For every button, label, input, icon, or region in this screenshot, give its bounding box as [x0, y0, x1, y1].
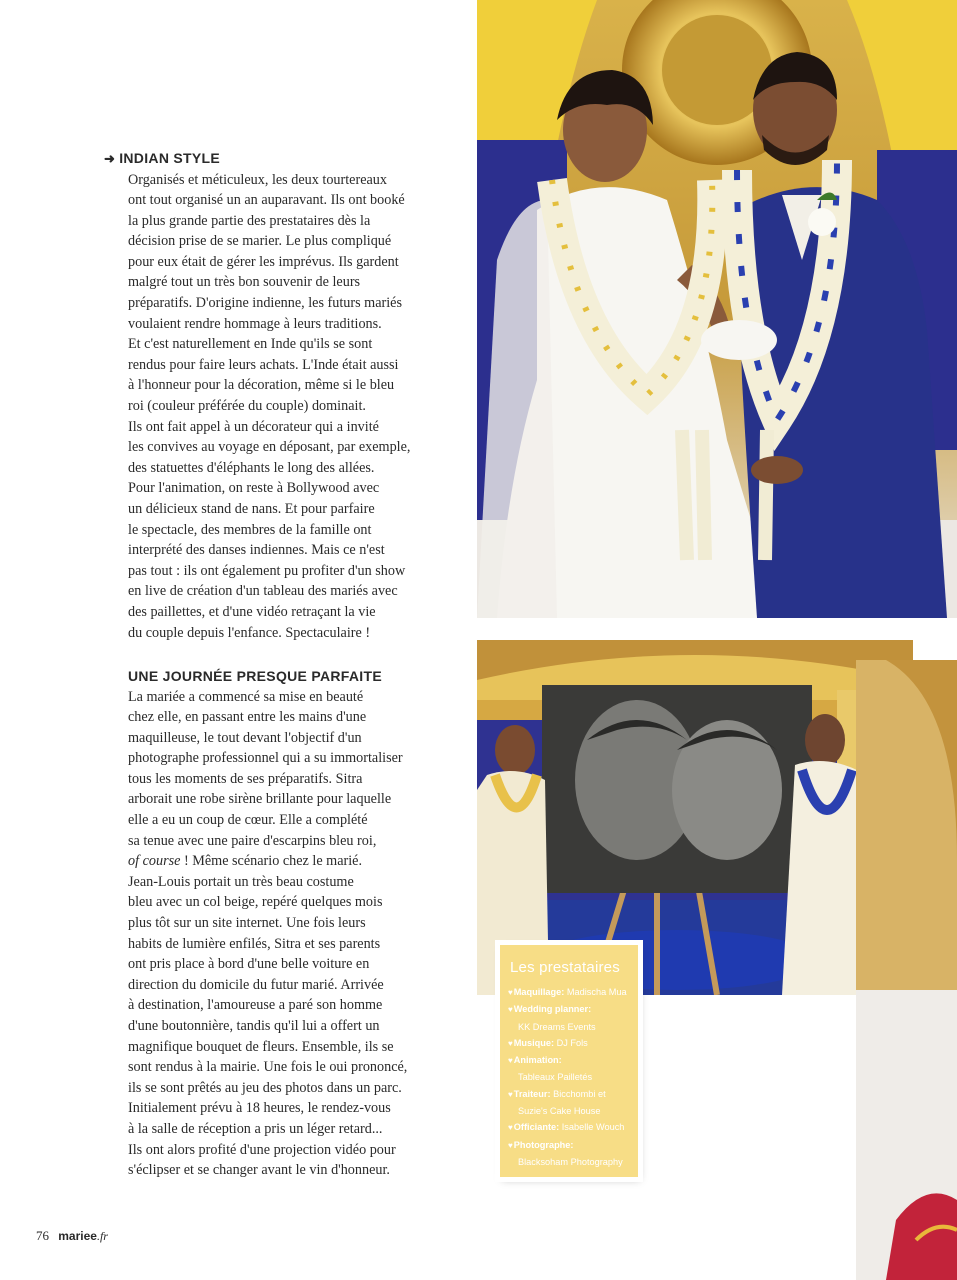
- text-line: des paillettes, et d'une vidéo retraçant la vie: [128, 603, 376, 620]
- text-line: magnifique bouquet de fleurs. Ensemble, ils se: [128, 1038, 394, 1055]
- vendor-role: Traiteur:: [513, 1088, 551, 1099]
- vendor-name: Madischa Mua: [566, 987, 627, 997]
- text-line: voulaient rendre hommage à leurs traditions.: [128, 315, 382, 332]
- section-indian-style: [104, 148, 456, 643]
- text-line: La mariée a commencé sa mise en beauté: [128, 688, 364, 705]
- text-line: d'une boutonnière, tandis qu'il lui a offert un: [128, 1018, 380, 1034]
- vendor-name: Tableaux Pailletés: [518, 1072, 593, 1083]
- vendor-item: [508, 984, 630, 1001]
- page-footer: [36, 1228, 108, 1244]
- text-line: Pour l'animation, on reste à Bollywood avec: [128, 480, 380, 497]
- heart-icon: ♥: [508, 1005, 513, 1015]
- article-paragraph: [104, 170, 456, 644]
- text-line: pour eux était de gérer les imprévus. Ils gardent: [128, 253, 399, 270]
- text-line: Ils ont alors profité d'une projection vidéo pour: [128, 1141, 396, 1158]
- vendor-item: [508, 1154, 630, 1170]
- text-line: tous les moments de ses préparatifs. Sitra: [128, 770, 363, 787]
- text-line: Organisés et méticuleux, les deux tourtereaux: [128, 171, 387, 188]
- section-heading: UNE JOURNÉE PRESQUE PARFAITE: [128, 668, 382, 684]
- text-line: en live de création d'un tableau des mariés avec: [128, 583, 398, 600]
- vendors-box: [500, 945, 638, 1177]
- section-heading: ➜ INDIAN STYLE: [104, 150, 221, 166]
- guest-photo: [856, 660, 957, 1280]
- brand-logo: mariee.fr: [58, 1229, 108, 1243]
- text-line: bleu avec un col beige, repéré quelques mois: [128, 894, 383, 911]
- text-line: Initialement prévu à 18 heures, le rendez-vous: [128, 1100, 391, 1117]
- text-line: Et c'est naturellement en Inde qu'ils se sont: [128, 336, 373, 353]
- text-line: le spectacle, des membres de la famille ont: [128, 521, 372, 538]
- vendor-item: [508, 1103, 630, 1119]
- vendor-name: Isabelle Wouch: [561, 1122, 625, 1133]
- vendor-name: DJ Fols: [556, 1037, 588, 1048]
- section-journee: [104, 666, 456, 1181]
- text-line: sont rendus à la mairie. Une fois le oui prononcé,: [128, 1059, 408, 1076]
- text-line: plus tôt sur un site internet. Une fois leurs: [128, 915, 366, 932]
- vendor-item: [508, 1069, 630, 1085]
- vendor-item: [508, 1001, 630, 1018]
- couple-photo: [477, 0, 957, 618]
- vendors-title: Les prestataires: [510, 959, 620, 976]
- vendor-item: [508, 1019, 630, 1035]
- text-line: des statuettes d'éléphants le long des allées.: [128, 459, 375, 476]
- text-line: of course ! Même scénario chez le marié.: [128, 853, 363, 870]
- text-line: Jean-Louis portait un très beau costume: [128, 873, 354, 890]
- text-line: préparatifs. D'origine indienne, les futurs mariés: [128, 295, 403, 312]
- text-line: chez elle, en passant entre les mains d'une: [128, 709, 367, 726]
- text-line: à destination, l'amoureuse a paré son homme: [128, 997, 383, 1014]
- vendor-item: [508, 1052, 630, 1069]
- vendor-item: [508, 1086, 630, 1103]
- vendor-role: Animation:: [513, 1055, 562, 1066]
- vendor-item: [508, 1035, 630, 1052]
- text-line: ont tout organisé un an auparavant. Ils ont booké: [128, 192, 405, 209]
- heart-icon: ♥: [508, 1056, 513, 1066]
- vendor-role: Wedding planner:: [513, 1004, 592, 1015]
- vendors-list: [500, 984, 638, 1170]
- vendor-item: [508, 1119, 630, 1136]
- vendor-name: Suzie's Cake House: [518, 1106, 601, 1117]
- text-line: habits de lumière enfilés, Sitra et ses parents: [128, 935, 381, 952]
- vendor-role: Photographe:: [513, 1139, 574, 1150]
- text-line: direction du domicile du futur marié. Arrivée: [128, 976, 384, 993]
- vendor-role: Maquillage:: [513, 987, 565, 997]
- vendor-role: Musique:: [513, 1037, 555, 1048]
- vendor-name: KK Dreams Events: [518, 1021, 596, 1032]
- text-line: du couple depuis l'enfance. Spectaculaire !: [128, 624, 371, 641]
- text-line: arborait une robe sirène brillante pour laquelle: [128, 791, 392, 808]
- text-line: ont pris place à bord d'une belle voiture en: [128, 956, 370, 973]
- arrow-icon: ➜: [104, 151, 116, 166]
- text-line: les convives au voyage en déposant, par exemple,: [128, 439, 411, 456]
- portrait-painting-photo: [477, 640, 913, 995]
- text-line: ils se sont prêtés au jeu des photos dans un parc.: [128, 1079, 402, 1096]
- heart-icon: ♥: [508, 1089, 513, 1099]
- vendor-name: Bicchombi et: [553, 1088, 606, 1099]
- text-line: Ils ont fait appel à un décorateur qui a invité: [128, 418, 379, 435]
- article-paragraph: [104, 687, 456, 1181]
- text-line: maquilleuse, le tout devant l'objectif d'un: [128, 729, 362, 746]
- vendor-name: Blacksoham Photography: [518, 1156, 623, 1167]
- text-line: à la salle de réception a pris un léger retard...: [128, 1120, 383, 1137]
- page-number: 76: [36, 1228, 49, 1243]
- text-line: elle a eu un coup de cœur. Elle a complété: [128, 812, 368, 829]
- heart-icon: ♥: [508, 1123, 513, 1133]
- text-line: roi (couleur préférée du couple) dominait.: [128, 398, 366, 415]
- text-line: un délicieux stand de nans. Et pour parfaire: [128, 501, 375, 517]
- text-line: décision prise de se marier. Le plus compliqué: [128, 233, 392, 250]
- text-line: à l'honneur pour la décoration, même si le bleu: [128, 377, 395, 394]
- text-line: pas tout : ils ont également pu profiter d'un show: [128, 562, 406, 579]
- text-line: rendus pour faire leurs achats. L'Inde était aussi: [128, 356, 399, 373]
- text-line: la plus grande partie des prestataires dès la: [128, 212, 371, 229]
- text-line: photographe professionnel qui a su immortaliser: [128, 750, 403, 767]
- text-line: sa tenue avec une paire d'escarpins bleu roi,: [128, 832, 377, 849]
- text-line: malgré tout un très bon souvenir de leurs: [128, 274, 361, 291]
- heart-icon: ♥: [508, 1038, 513, 1048]
- vendor-item: [508, 1137, 630, 1154]
- heart-icon: ♥: [508, 1140, 513, 1150]
- heart-icon: ♥: [508, 988, 513, 997]
- vendor-role: Officiante:: [513, 1122, 560, 1133]
- text-line: s'éclipser et se changer avant le vin d'honneur.: [128, 1162, 390, 1179]
- text-line: interprété des danses indiennes. Mais ce n'est: [128, 542, 385, 559]
